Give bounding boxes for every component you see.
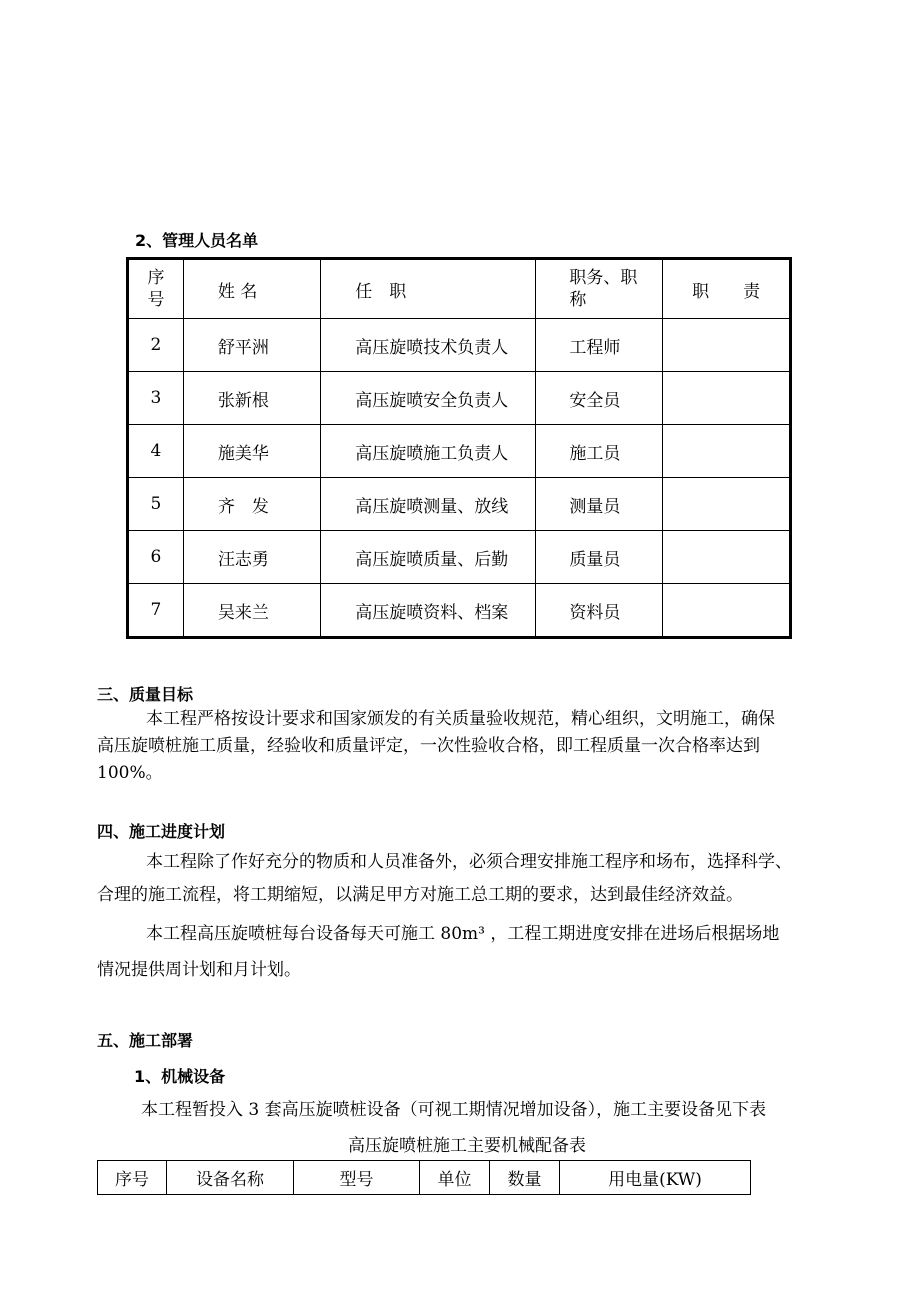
schedule-paragraph-line2: 合理的施工流程，将工期缩短，以满足甲方对施工总工期的要求，达到最佳经济效益。 [97, 885, 743, 905]
cell-no: 3 [128, 372, 184, 425]
cell-role: 高压旋喷测量、放线 [321, 478, 536, 531]
table-row [128, 584, 791, 638]
cell-role: 高压旋喷施工负责人 [321, 425, 536, 478]
cell-duty [663, 319, 791, 372]
cell-name: 吴来兰 [183, 584, 320, 638]
header-role: 任 职 [321, 259, 536, 319]
schedule-paragraph-line4: 情况提供周计划和月计划。 [97, 960, 301, 980]
subheading-machinery: 1、机械设备 [134, 1067, 226, 1086]
header-title-line2: 称 [569, 290, 587, 310]
cell-no: 4 [128, 425, 184, 478]
cell-role: 高压旋喷安全负责人 [321, 372, 536, 425]
cell-role: 高压旋喷质量、后勤 [321, 531, 536, 584]
equipment-table [97, 1160, 751, 1195]
header-duty: 职 责 [663, 259, 791, 319]
section-heading-staff-list: 2、管理人员名单 [135, 231, 259, 250]
header-name: 姓 名 [183, 259, 320, 319]
header-no-line2: 号 [147, 290, 165, 310]
table-row [128, 425, 791, 478]
cell-no: 2 [128, 319, 184, 372]
header-cell: 设备名称 [167, 1161, 294, 1195]
equipment-table-caption: 高压旋喷桩施工主要机械配备表 [348, 1136, 586, 1156]
cell-name: 齐 发 [183, 478, 320, 531]
table-row [128, 372, 791, 425]
cell-no: 6 [128, 531, 184, 584]
schedule-paragraph-line1: 本工程除了作好充分的物质和人员准备外，必须合理安排施工程序和场布，选择科学、 [146, 852, 792, 872]
header-cell: 序号 [98, 1161, 167, 1195]
deployment-paragraph: 本工程暂投入 3 套高压旋喷桩设备（可视工期情况增加设备），施工主要设备见下表 [141, 1100, 767, 1120]
table-header-row [128, 259, 791, 319]
schedule-paragraph-line3: 本工程高压旋喷桩每台设备每天可施工 80m³ ，工程工期进度安排在进场后根据场地 [146, 924, 780, 944]
quality-paragraph-line2: 高压旋喷桩施工质量，经验收和质量评定，一次性验收合格，即工程质量一次合格率达到 [97, 736, 760, 756]
header-cell: 单位 [420, 1161, 490, 1195]
cell-title: 工程师 [536, 319, 663, 372]
table-row [128, 531, 791, 584]
header-title [536, 259, 663, 319]
header-cell: 数量 [490, 1161, 560, 1195]
cell-duty [663, 478, 791, 531]
cell-name: 舒平洲 [183, 319, 320, 372]
cell-name: 汪志勇 [183, 531, 320, 584]
quality-paragraph-line1: 本工程严格按设计要求和国家颁发的有关质量验收规范，精心组织，文明施工，确保 [146, 709, 775, 729]
staff-table [126, 257, 792, 639]
cell-duty [663, 531, 791, 584]
header-cell: 型号 [294, 1161, 420, 1195]
table-row [128, 319, 791, 372]
cell-title: 测量员 [536, 478, 663, 531]
header-no-line1: 序 [147, 268, 165, 288]
header-title-line1: 职务、职 [569, 268, 638, 288]
cell-name: 施美华 [183, 425, 320, 478]
header-no [128, 259, 184, 319]
section-heading-schedule: 四、施工进度计划 [97, 822, 226, 841]
cell-duty [663, 372, 791, 425]
cell-title: 安全员 [536, 372, 663, 425]
cell-no: 5 [128, 478, 184, 531]
cell-no: 7 [128, 584, 184, 638]
cell-name: 张新根 [183, 372, 320, 425]
quality-paragraph-line3: 100%。 [97, 763, 163, 783]
header-cell: 用电量(KW) [560, 1161, 751, 1195]
section-heading-deployment: 五、施工部署 [97, 1031, 194, 1050]
cell-role: 高压旋喷技术负责人 [321, 319, 536, 372]
table-row [128, 478, 791, 531]
cell-role: 高压旋喷资料、档案 [321, 584, 536, 638]
cell-title: 质量员 [536, 531, 663, 584]
table-header-row [98, 1161, 751, 1195]
cell-duty [663, 584, 791, 638]
cell-title: 施工员 [536, 425, 663, 478]
cell-duty [663, 425, 791, 478]
cell-title: 资料员 [536, 584, 663, 638]
section-heading-quality: 三、质量目标 [97, 685, 194, 704]
